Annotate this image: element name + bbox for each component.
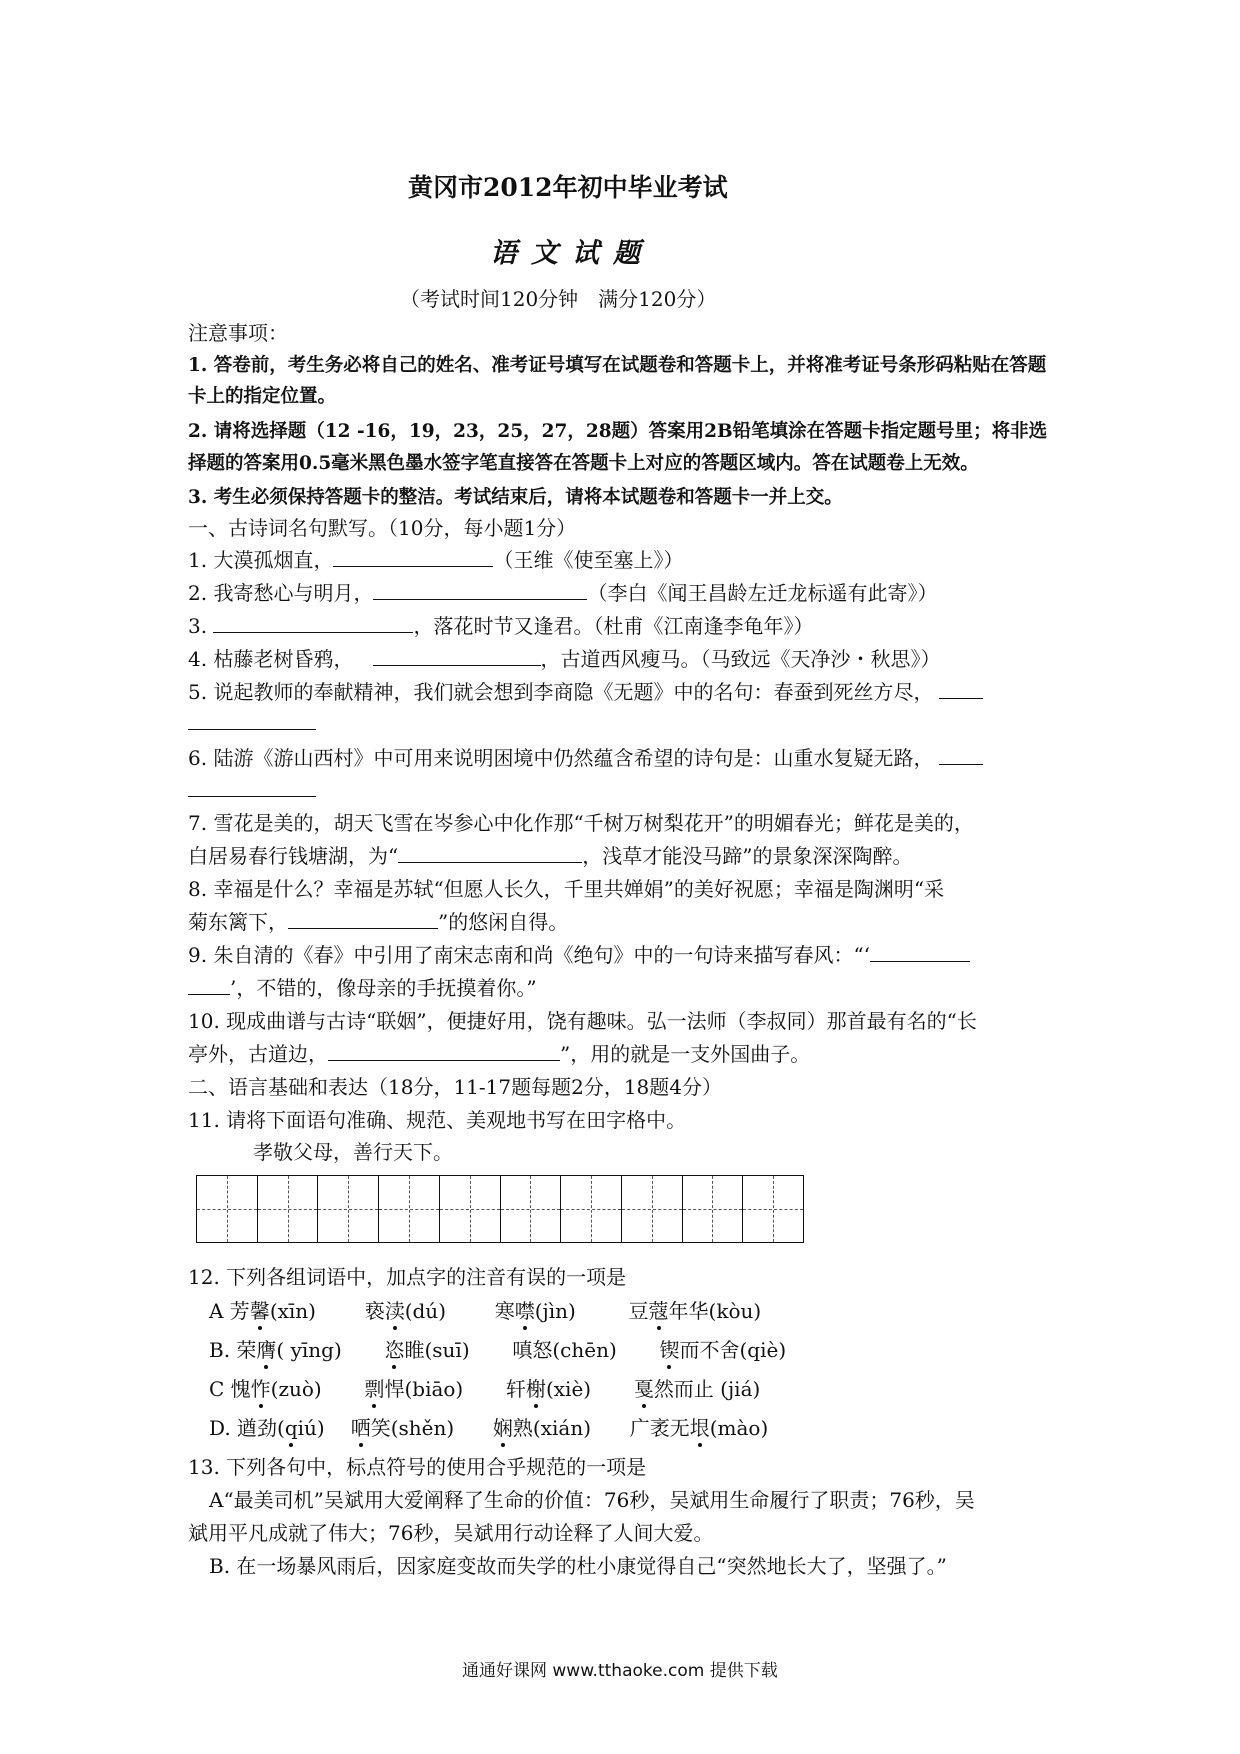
option-text: 年华(kòu) (668, 1299, 762, 1323)
grid-cell[interactable] (622, 1176, 683, 1242)
question-5-text: 5. 说起教师的奉献精神，我们就会想到李商隐《无题》中的名句：春蚕到死丝方尽， (188, 680, 934, 704)
answer-blank[interactable] (213, 614, 413, 633)
exam-title: 黄冈市2012年初中毕业考试 (408, 173, 728, 202)
question-10-text-end: ”，用的就是一支外国曲子。 (560, 1042, 811, 1066)
question-7: 7. 雪花是美的，胡天飞雪在岑参心中化作那“千树万树梨花开”的明媚春光；鲜花是美的， (188, 811, 974, 835)
option-text: (dú) (404, 1299, 446, 1323)
dotted-char: 渎 (384, 1299, 405, 1323)
question-3-text: ，落花时节又逢君。（杜甫《江南逢李龟年》） (413, 614, 814, 638)
dotted-char: 劲(qiú) (257, 1416, 325, 1440)
option-text: 广袤无 (629, 1416, 690, 1440)
option-text: B. 荣 (209, 1338, 257, 1362)
dotted-char: 噤 (514, 1299, 535, 1323)
dotted-char: 戛 (633, 1377, 654, 1401)
question-5 (188, 679, 983, 705)
dotted-char: 娴 (492, 1416, 513, 1440)
answer-blank[interactable] (373, 581, 587, 600)
exam-time-info: （考试时间120分钟 满分120分） (400, 287, 717, 311)
dotted-char: 榭 (525, 1377, 546, 1401)
option-text: 笑(shěn) (370, 1416, 455, 1440)
question-8: 8. 幸福是什么？幸福是苏轼“但愿人长久，千里共婵娟”的美好祝愿；幸福是陶渊明“采 (188, 877, 945, 901)
grid-cell[interactable] (743, 1176, 803, 1242)
question-4-text: 4. 枯藤老树昏鸦， (188, 647, 354, 671)
question-10-text: 亭外，古道边， (188, 1042, 328, 1066)
option-text: (suī) (424, 1338, 470, 1362)
option-text: 然而止 (jiá) (653, 1377, 761, 1401)
option-text: (jìn) (534, 1299, 576, 1323)
notice-heading: 注意事项： (188, 321, 288, 345)
option-text: 寒 (494, 1299, 515, 1323)
question-8-text: 菊东篱下， (188, 910, 288, 934)
question-11-sentence: 孝敬父母，善行天下。 (253, 1140, 453, 1164)
option-text: 亵 (364, 1299, 385, 1323)
answer-blank[interactable] (870, 943, 970, 962)
grid-cell[interactable] (501, 1176, 562, 1242)
question-7-text-end: ，浅草才能没马蹄”的景象深深陶醉。 (582, 844, 913, 868)
dotted-char: 恣 (384, 1338, 405, 1362)
section2-heading: 二、语言基础和表达（18分，11-17题每题2分，18题4分） (188, 1075, 723, 1099)
section1-heading: 一、古诗词名句默写。（10分，每小题1分） (188, 516, 577, 540)
question-9-cont (188, 975, 537, 1001)
question-4 (188, 646, 941, 672)
option-text: 嗔 (512, 1338, 533, 1362)
answer-blank[interactable] (939, 746, 983, 765)
option-text: D. 遒 (209, 1416, 258, 1440)
dotted-char: 馨 (249, 1299, 270, 1323)
option-text: (xīn) (269, 1299, 316, 1323)
question-12-option-d (209, 1415, 768, 1441)
question-1 (188, 547, 683, 573)
question-9-text-end: ’，不错的，像母亲的手抚摸着你。” (230, 976, 537, 1000)
question-12-option-a (209, 1298, 761, 1324)
answer-blank[interactable] (333, 548, 493, 567)
notice-item-1: 1. 答卷前，考生务必将自己的姓名、准考证号填写在试题卷和答题卡上，并将准考证号条形码粘贴在答题 (188, 355, 1047, 376)
question-10-cont (188, 1041, 810, 1067)
question-10: 10. 现成曲谱与古诗“联姻”，便捷好用，饶有趣味。弘一法师（李叔同）那首最有名的“长 (188, 1009, 977, 1033)
question-2-text: 2. 我寄愁心与明月， (188, 581, 374, 605)
answer-blank[interactable] (939, 680, 983, 699)
option-text: 悍(biāo) (384, 1377, 464, 1401)
question-8-cont (188, 909, 568, 935)
option-text: C 愧 (209, 1377, 251, 1401)
answer-blank[interactable] (398, 844, 582, 863)
question-9-text: 9. 朱自清的《春》中引用了南宋志南和尚《绝句》中的一句诗来描写春风：“‘ (188, 943, 871, 967)
option-text: (zuò) (270, 1377, 322, 1401)
dotted-char: 哂 (350, 1416, 371, 1440)
grid-cell[interactable] (683, 1176, 744, 1242)
question-12-option-c (209, 1376, 760, 1402)
grid-cell[interactable] (197, 1176, 258, 1242)
grid-cell[interactable] (318, 1176, 379, 1242)
option-text: 轩 (505, 1377, 526, 1401)
option-text: 豆 (628, 1299, 649, 1323)
option-text: 怒(chēn) (532, 1338, 617, 1362)
question-12: 12. 下列各组词语中，加点字的注音有误的一项是 (188, 1265, 627, 1289)
question-11: 11. 请将下面语句准确、规范、美观地书写在田字格中。 (188, 1108, 687, 1132)
question-3 (188, 613, 813, 639)
question-1-source: （王维《使至塞上》） (493, 548, 684, 572)
answer-blank[interactable] (188, 976, 230, 995)
question-12-option-b (209, 1337, 786, 1363)
option-text: 熟(xián) (512, 1416, 592, 1440)
footer-source: 通通好课网 www.tthaoke.com 提供下载 (462, 1661, 778, 1681)
question-2 (188, 580, 937, 606)
grid-cell[interactable] (440, 1176, 501, 1242)
option-text: (xiè) (545, 1377, 592, 1401)
dotted-char: 剽 (364, 1377, 385, 1401)
question-13-option-b: B. 在一场暴风雨后，因家庭变故而失学的杜小康觉得自己“突然地长大了，坚强了。” (209, 1554, 947, 1578)
answer-blank[interactable] (328, 1042, 560, 1061)
question-13: 13. 下列各句中，标点符号的使用合乎规范的一项是 (188, 1455, 647, 1479)
dotted-char: 垠 (689, 1416, 710, 1440)
dotted-char: 怍 (250, 1377, 271, 1401)
question-1-text: 1. 大漠孤烟直， (188, 548, 334, 572)
question-7-cont (188, 843, 912, 869)
notice-item-2-cont: 择题的答案用0.5毫米黑色墨水签字笔直接答在答题卡上对应的答题区域内。答在试题卷上无效。 (188, 453, 979, 474)
question-3-number: 3. (188, 614, 208, 638)
exam-subtitle: 语文试题 (490, 238, 654, 269)
option-text: 而不舍(qiè) (679, 1338, 787, 1362)
option-text: (mào) (709, 1416, 769, 1440)
option-text: 睢 (404, 1338, 425, 1362)
option-text: A 芳 (209, 1299, 250, 1323)
question-2-source: （李白《闻王昌龄左迁龙标遥有此寄》） (587, 581, 938, 605)
option-text: ( yīng) (276, 1338, 342, 1362)
question-8-text-end: ”的悠闲自得。 (438, 910, 569, 934)
dotted-char: 膺 (256, 1338, 277, 1362)
grid-cell[interactable] (379, 1176, 440, 1242)
notice-item-1-cont: 卡上的指定位置。 (188, 386, 337, 407)
dotted-char: 蔻 (648, 1299, 669, 1323)
grid-cell[interactable] (561, 1176, 622, 1242)
answer-blank[interactable] (188, 778, 316, 797)
answer-blank[interactable] (188, 711, 316, 730)
question-9 (188, 942, 970, 968)
question-13-option-a: A“最美司机”吴斌用大爱阐释了生命的价值：76秒，吴斌用生命履行了职责；76秒，吴 (209, 1488, 975, 1512)
question-7-text: 白居易春行钱塘湖，为“ (188, 844, 399, 868)
answer-blank[interactable] (288, 910, 438, 929)
question-6 (188, 745, 983, 771)
answer-blank[interactable] (373, 647, 541, 666)
tianzige-grid (196, 1175, 804, 1243)
question-4-source: ，古道西风瘦马。（马致远《天净沙・秋思》） (540, 647, 941, 671)
question-13-option-a-cont: 斌用平凡成就了伟大；76秒，吴斌用行动诠释了人间大爱。 (188, 1521, 714, 1545)
question-6-text: 6. 陆游《游山西村》中可用来说明困境中仍然蕴含希望的诗句是：山重水复疑无路， (188, 746, 934, 770)
grid-cell[interactable] (258, 1176, 319, 1242)
notice-item-3: 3. 考生必须保持答题卡的整洁。考试结束后，请将本试题卷和答题卡一并上交。 (188, 487, 843, 508)
dotted-char: 锲 (659, 1338, 680, 1362)
notice-item-2: 2. 请将选择题（12 -16，19，23，25，27，28题）答案用2B铅笔填涂在答题卡指定题号里；将非选 (188, 421, 1048, 442)
